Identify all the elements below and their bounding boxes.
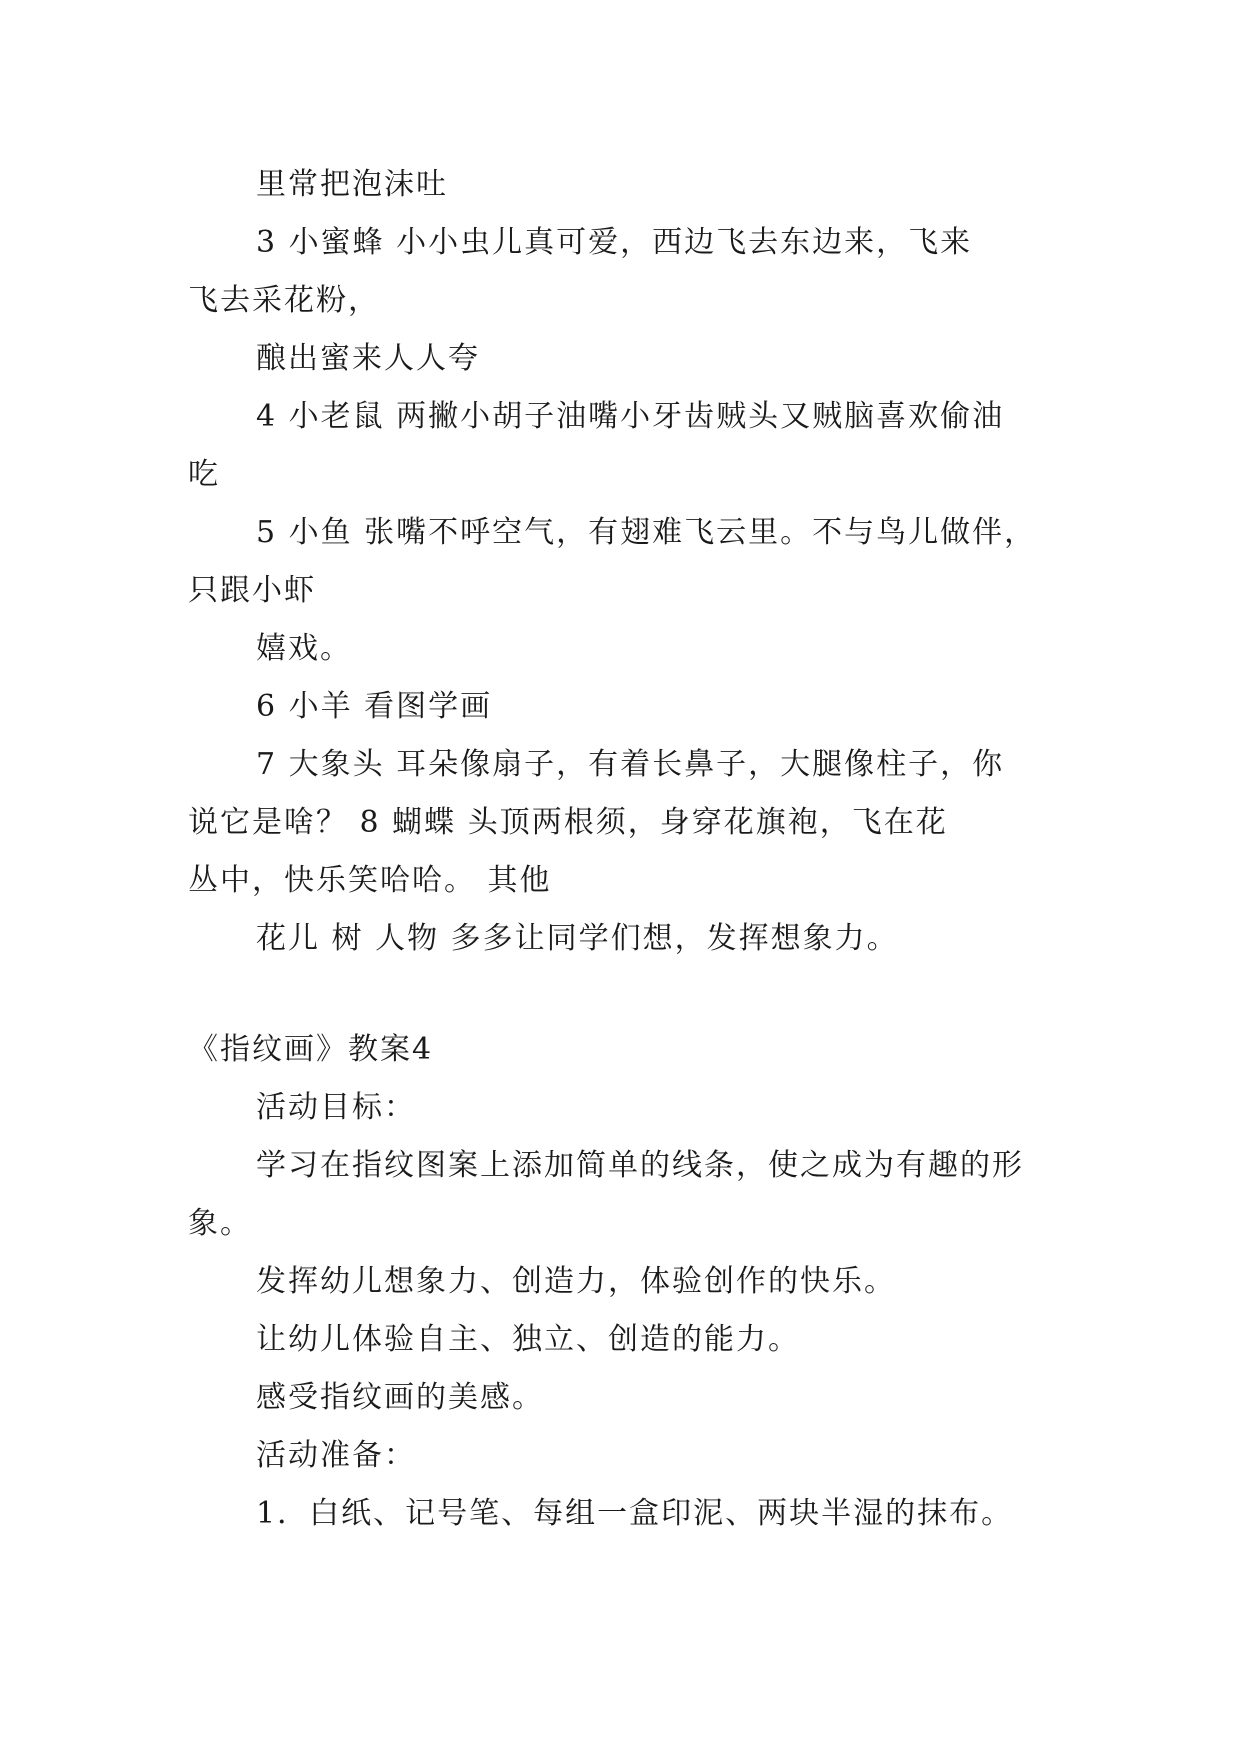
text-line: 活动目标： [256, 1090, 416, 1125]
text-line: 活动准备： [256, 1438, 416, 1473]
text-line: 吃 [188, 457, 220, 492]
text-line: 6 小羊 看图学画 [256, 689, 493, 724]
text-line: 1．白纸、记号笔、每组一盒印泥、两块半湿的抹布。 [256, 1496, 1014, 1531]
text-line: 5 小鱼 张嘴不呼空气，有翅难飞云里。不与鸟儿做伴， [256, 515, 1037, 550]
text-line: 发挥幼儿想象力、创造力，体验创作的快乐。 [256, 1264, 896, 1299]
text-line: 学习在指纹图案上添加简单的线条，使之成为有趣的形 [256, 1148, 1024, 1183]
section-title: 《指纹画》教案4 [188, 1032, 434, 1067]
text-line: 丛中，快乐笑哈哈。 其他 [188, 863, 552, 898]
text-line: 7 大象头 耳朵像扇子，有着长鼻子，大腿像柱子，你 [256, 747, 1005, 782]
text-line: 让幼儿体验自主、独立、创造的能力。 [256, 1322, 800, 1357]
text-line: 里常把泡沫吐 [256, 167, 448, 202]
text-line: 感受指纹画的美感。 [256, 1380, 544, 1415]
text-line: 飞去采花粉， [188, 283, 380, 318]
text-line: 3 小蜜蜂 小小虫儿真可爱，西边飞去东边来，飞来 [256, 225, 973, 260]
text-line: 只跟小虾 [188, 573, 316, 608]
text-line: 说它是啥？ 8 蝴蝶 头顶两根须，身穿花旗袍，飞在花 [188, 805, 948, 840]
text-line: 嬉戏。 [256, 631, 352, 666]
text-line: 象。 [188, 1206, 252, 1241]
text-line: 酿出蜜来人人夸 [256, 341, 480, 376]
text-line: 4 小老鼠 两撇小胡子油嘴小牙齿贼头又贼脑喜欢偷油 [256, 399, 1005, 434]
text-line: 花儿 树 人物 多多让同学们想，发挥想象力。 [256, 921, 899, 956]
